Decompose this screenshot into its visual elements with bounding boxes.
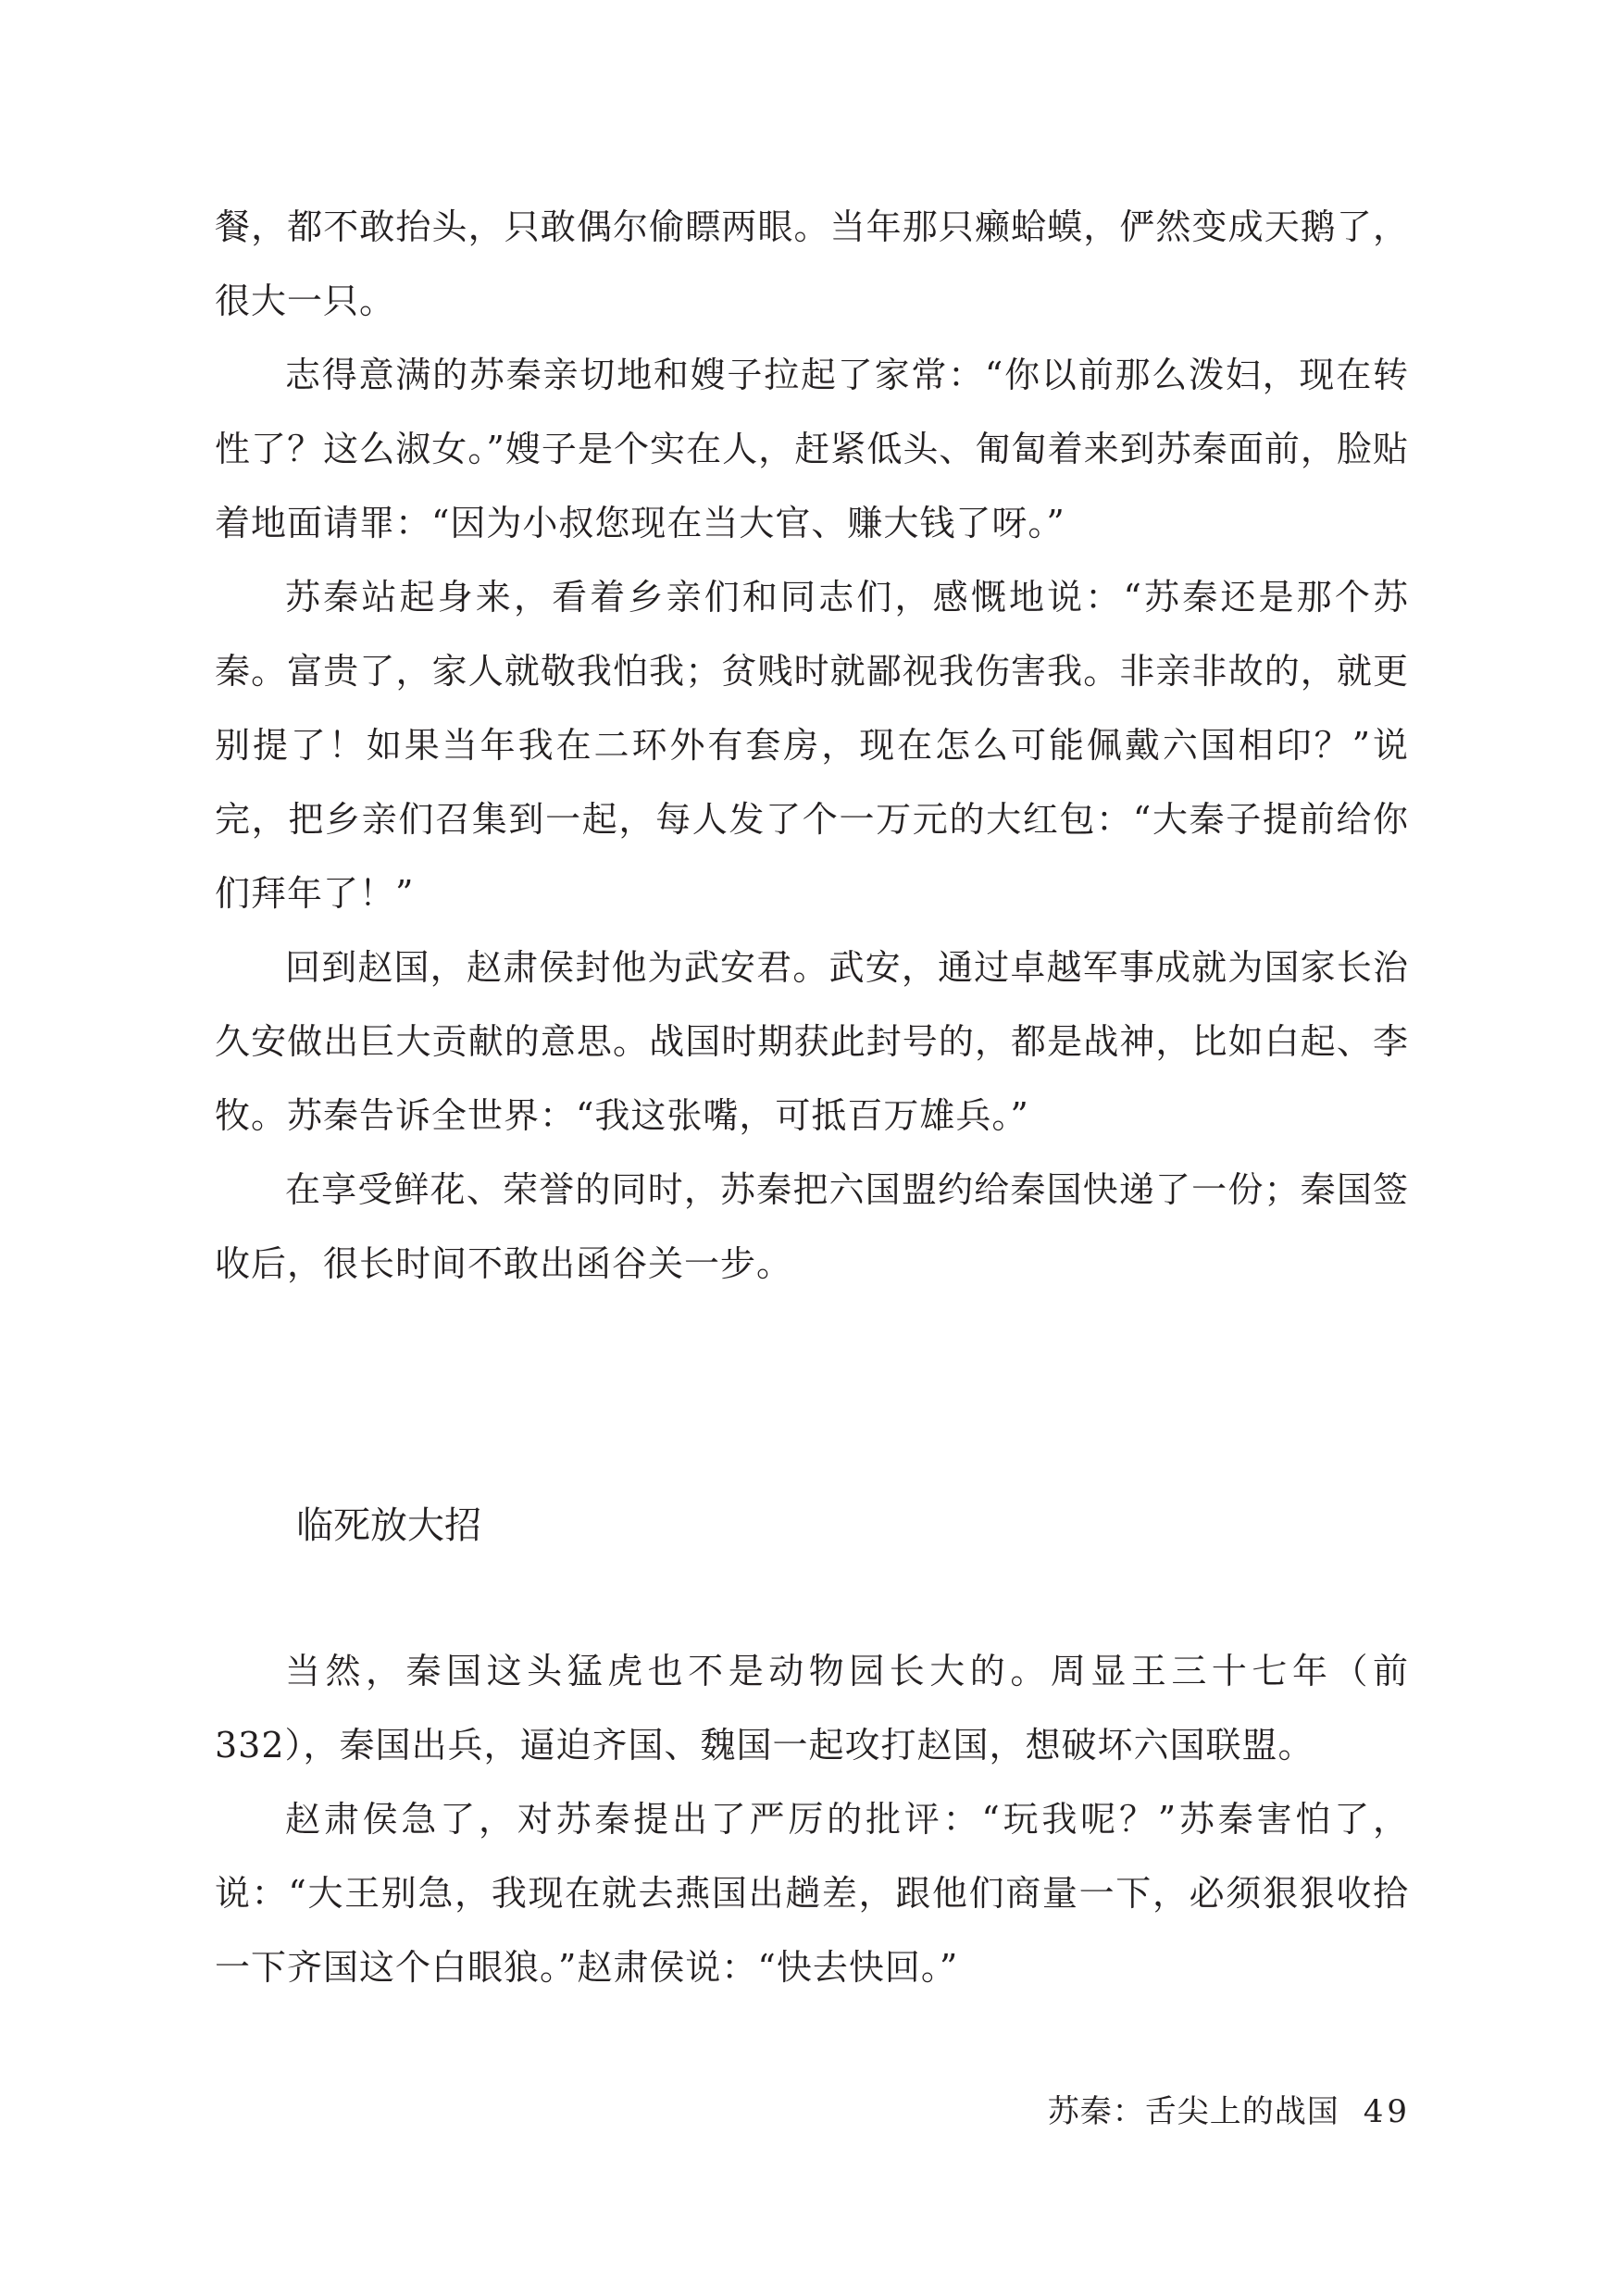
paragraph: 在享受鲜花、荣誉的同时，苏秦把六国盟约给秦国快递了一份；秦国签收后，很长时间不敢出函谷关一步。	[215, 1169, 1409, 1284]
paragraph: 当然，秦国这头猛虎也不是动物园长大的。周显王三十七年（前332），秦国出兵，逼迫齐国、魏国一起攻打赵国，想破坏六国联盟。	[215, 1651, 1409, 1766]
running-title: 苏秦：舌尖上的战国	[1047, 2093, 1339, 2130]
section-2-body	[215, 1634, 1409, 2004]
page-number: 49	[1363, 2093, 1411, 2130]
paragraph: 志得意满的苏秦亲切地和嫂子拉起了家常：“你以前那么泼妇，现在转性了？这么淑女。”嫂子是个实在人，赶紧低头、匍匐着来到苏秦面前，脸贴着地面请罪：“因为小叔您现在当大官、赚大钱了呀。”	[215, 355, 1409, 543]
paragraph: 赵肃侯急了，对苏秦提出了严厉的批评：“玩我呢？”苏秦害怕了，说：“大王别急，我现在就去燕国出趟差，跟他们商量一下，必须狠狠收拾一下齐国这个白眼狼。”赵肃侯说：“快去快回。”	[215, 1799, 1409, 1988]
paragraph-continued: 餐，都不敢抬头，只敢偶尔偷瞟两眼。当年那只癞蛤蟆，俨然变成天鹅了，很大一只。	[215, 206, 1409, 321]
paragraph: 苏秦站起身来，看着乡亲们和同志们，感慨地说：“苏秦还是那个苏秦。富贵了，家人就敬我怕我；贫贱时就鄙视我伤害我。非亲非故的，就更别提了！如果当年我在二环外有套房，现在怎么可能佩戴六国相印？”说完，把乡亲们召集到一起，每人发了个一万元的大红包：“大秦子提前给你们拜年了！”	[215, 577, 1409, 914]
section-heading: 临死放大招	[296, 1504, 481, 1547]
section-1-body	[215, 190, 1409, 1301]
page-footer	[1048, 2089, 1411, 2135]
paragraph: 回到赵国，赵肃侯封他为武安君。武安，通过卓越军事成就为国家长治久安做出巨大贡献的意思。战国时期获此封号的，都是战神，比如白起、李牧。苏秦告诉全世界：“我这张嘴，可抵百万雄兵。”	[215, 947, 1409, 1136]
